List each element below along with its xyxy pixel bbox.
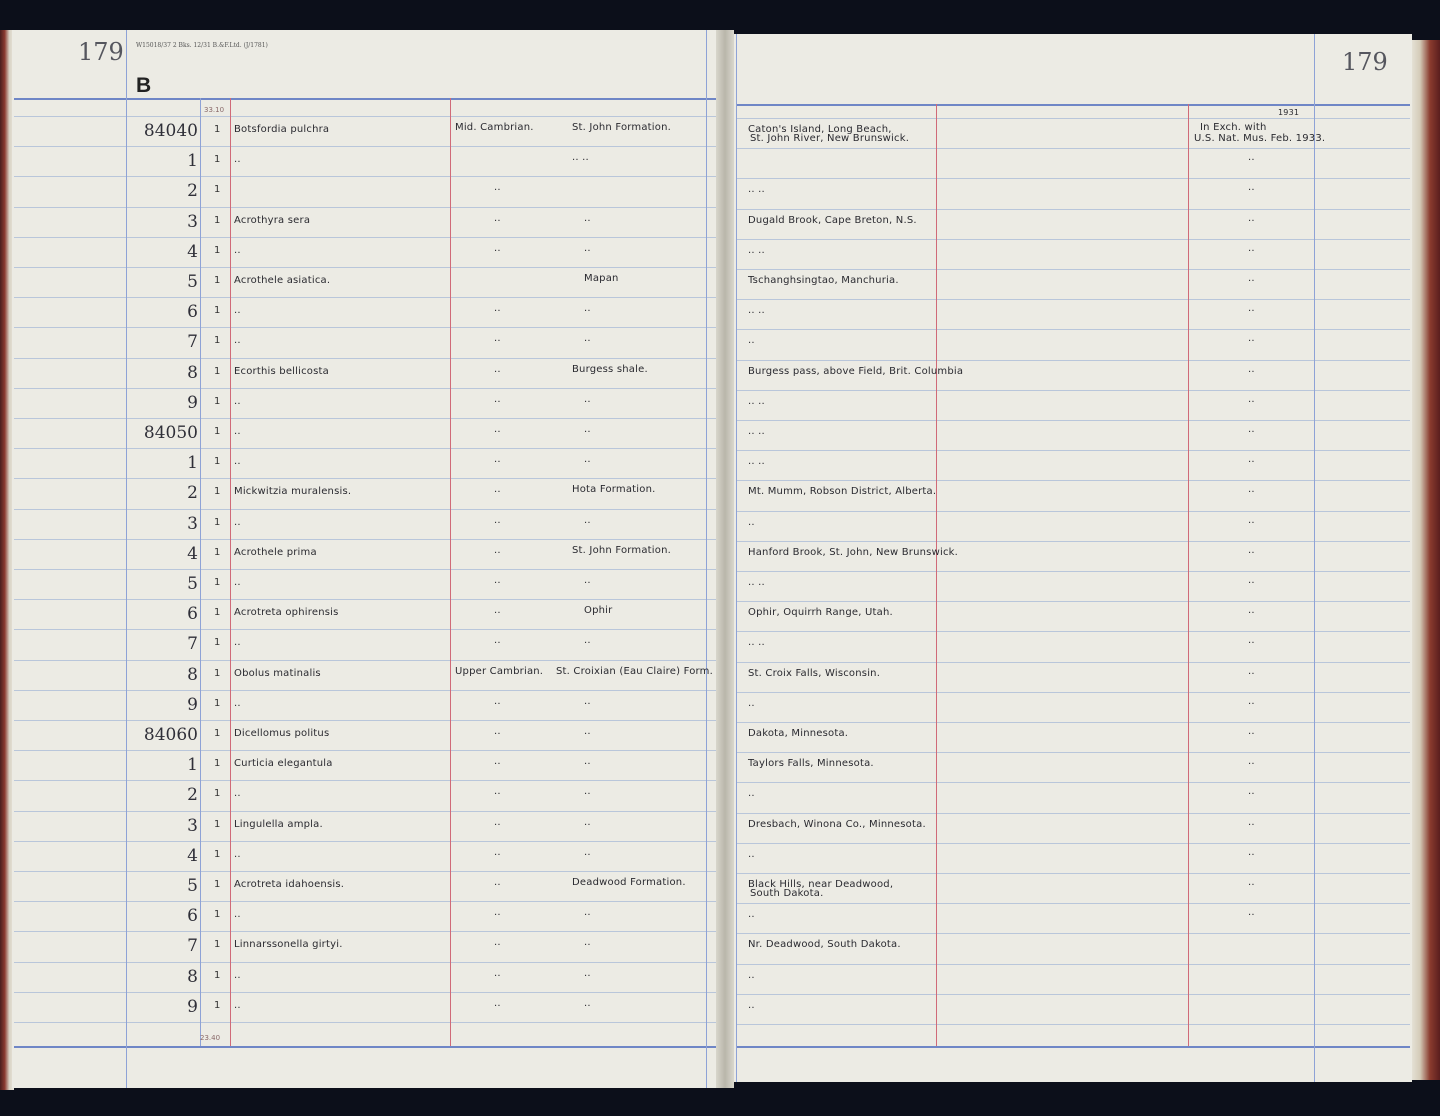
entry-quantity: 1 [214,366,221,377]
ruled-line [736,692,1410,693]
specimen-name: Lingulella ampla. [234,819,323,830]
entry-number: 1 [187,151,198,171]
specimen-name: Botsfordia pulchra [234,124,330,135]
entry-number: 5 [187,876,198,896]
locality: .. [748,788,755,799]
geologic-epoch: .. [494,575,501,586]
remarks-line-2: U.S. Nat. Mus. Feb. 1933. [1194,133,1326,144]
entry-quantity: 1 [214,275,221,286]
index-letter: B [136,74,152,97]
remarks: .. [1248,424,1255,435]
specimen-name: Acrothele asiatica. [234,275,331,286]
ruled-line [14,297,716,298]
formation: .. [584,454,591,465]
specimen-name: .. [234,154,241,165]
ruled-line [736,631,1410,632]
remarks: .. [1248,303,1255,314]
locality: Dugald Brook, Cape Breton, N.S. [748,215,917,226]
entry-quantity: 1 [214,215,221,226]
remarks: .. [1248,152,1255,163]
locality: .. .. [748,426,765,437]
formation: .. .. [572,152,589,163]
ruled-line [736,752,1410,753]
formation: .. [584,635,591,646]
entry-number: 3 [187,212,198,232]
formation: St. Croixian (Eau Claire) Form. [556,666,713,677]
ruled-line [736,299,1410,300]
formation: .. [584,213,591,224]
ruled-line [14,418,716,419]
formation: .. [584,847,591,858]
locality: .. [748,970,755,981]
ruled-line [14,448,716,449]
ruled-line [14,660,716,661]
ruled-line [736,511,1410,512]
entry-number: 5 [187,574,198,594]
specimen-name: Acrothele prima [234,547,317,558]
entry-quantity: 1 [214,154,221,165]
formation: .. [584,333,591,344]
geologic-epoch: .. [494,937,501,948]
entry-number: 3 [187,514,198,534]
column-rule [1314,34,1315,1082]
formation: .. [584,515,591,526]
entry-quantity: 1 [214,788,221,799]
formation: .. [584,303,591,314]
specimen-name: Acrotreta ophirensis [234,607,339,618]
specimen-name: .. [234,335,241,346]
specimen-name: .. [234,517,241,528]
specimen-name: .. [234,426,241,437]
column-rule [936,104,937,1046]
locality: .. .. [748,245,765,256]
locality: .. .. [748,305,765,316]
geologic-epoch: .. [494,454,501,465]
remarks: .. [1248,213,1255,224]
geologic-epoch: .. [494,182,501,193]
entry-quantity: 1 [214,184,221,195]
ruled-line [14,388,716,389]
column-rule [736,34,737,1082]
entry-quantity: 1 [214,305,221,316]
remarks: .. [1248,877,1255,888]
ruled-line [14,267,716,268]
specimen-name: .. [234,1000,241,1011]
geologic-epoch: .. [494,907,501,918]
locality: .. .. [748,456,765,467]
locality: Dresbach, Winona Co., Minnesota. [748,819,926,830]
entry-quantity: 1 [214,456,221,467]
entry-quantity: 1 [214,124,221,135]
entry-number: 6 [187,302,198,322]
ruled-line [14,841,716,842]
remarks: In Exch. with [1200,122,1267,133]
formation: .. [584,575,591,586]
geologic-epoch: .. [494,243,501,254]
geologic-epoch: .. [494,877,501,888]
geologic-epoch: .. [494,968,501,979]
page-number-left: 179 [78,38,124,66]
entry-number: 6 [187,906,198,926]
column-rule [706,30,707,1088]
ruled-line [14,629,716,630]
entry-quantity: 1 [214,728,221,739]
ruled-line [14,811,716,812]
ruled-line [14,1022,716,1023]
ruled-line [736,148,1410,149]
entry-number: 2 [187,785,198,805]
specimen-name: Linnarssonella girtyi. [234,939,343,950]
formation: .. [584,817,591,828]
ruled-line [14,509,716,510]
entry-quantity: 1 [214,1000,221,1011]
ruled-line [736,1024,1410,1025]
remarks: .. [1248,394,1255,405]
ruled-line [736,178,1410,179]
entry-number: 84040 [143,121,198,141]
remarks: .. [1248,605,1255,616]
year-note: 1931 [1278,108,1300,117]
locality: .. [748,849,755,860]
specimen-name: Obolus matinalis [234,668,321,679]
specimen-name: Acrothyra sera [234,215,311,226]
ruled-line [14,146,716,147]
ruled-line [736,239,1410,240]
ruled-line [14,1046,716,1048]
entry-number: 7 [187,332,198,352]
locality-line-2: South Dakota. [750,888,824,899]
ruled-line [736,104,1410,106]
locality: .. .. [748,184,765,195]
formation: .. [584,696,591,707]
entry-number: 8 [187,665,198,685]
geologic-epoch: .. [494,696,501,707]
specimen-name: .. [234,849,241,860]
ruled-line [14,962,716,963]
entry-quantity: 1 [214,970,221,981]
geologic-epoch: .. [494,756,501,767]
remarks: .. [1248,545,1255,556]
locality: Burgess pass, above Field, Brit. Columbia [748,366,964,377]
ruled-line [736,1046,1410,1048]
ruled-line [14,901,716,902]
formation: .. [584,937,591,948]
ruled-line [14,871,716,872]
ruled-line [736,480,1410,481]
remarks: .. [1248,575,1255,586]
formation: .. [584,243,591,254]
ruled-line [14,237,716,238]
entry-number: 84060 [143,725,198,745]
geologic-epoch: .. [494,213,501,224]
ruled-line [736,813,1410,814]
ledger-page-left [12,30,726,1088]
geologic-epoch: .. [494,394,501,405]
entry-number: 7 [187,634,198,654]
locality: Black Hills, near Deadwood, [748,879,894,890]
ruled-line [14,358,716,359]
entry-number: 9 [187,393,198,413]
locality: Mt. Mumm, Robson District, Alberta. [748,486,937,497]
entry-number: 4 [187,242,198,262]
entry-quantity: 1 [214,758,221,769]
formation: .. [584,726,591,737]
formation: St. John Formation. [572,122,672,133]
qty-total-top: 33.10 [204,106,225,114]
ruled-line [736,209,1410,210]
ruled-line [736,269,1410,270]
formation: .. [584,756,591,767]
entry-quantity: 1 [214,879,221,890]
locality: Caton's Island, Long Beach, [748,124,892,135]
entry-quantity: 1 [214,668,221,679]
specimen-name: .. [234,637,241,648]
ruled-line [736,118,1410,119]
entry-quantity: 1 [214,245,221,256]
entry-number: 9 [187,695,198,715]
remarks: .. [1248,454,1255,465]
formation: .. [584,968,591,979]
locality-line-2: St. John River, New Brunswick. [750,133,910,144]
geologic-epoch: .. [494,817,501,828]
remarks: .. [1248,696,1255,707]
geologic-epoch: .. [494,333,501,344]
entry-quantity: 1 [214,819,221,830]
locality: .. .. [748,577,765,588]
entry-number: 84050 [143,423,198,443]
remarks: .. [1248,786,1255,797]
formation: .. [584,394,591,405]
formation: .. [584,786,591,797]
entry-number: 9 [187,997,198,1017]
qty-total-bottom: 23.40 [200,1034,221,1042]
locality: .. [748,698,755,709]
ruled-line [14,116,716,117]
ruled-line [736,571,1410,572]
ruled-line [736,329,1410,330]
specimen-name: .. [234,970,241,981]
specimen-name: .. [234,396,241,407]
entry-quantity: 1 [214,577,221,588]
locality: Ophir, Oquirrh Range, Utah. [748,607,893,618]
remarks: .. [1248,635,1255,646]
specimen-name: Mickwitzia muralensis. [234,486,352,497]
remarks: .. [1248,182,1255,193]
book-gutter [716,30,734,1088]
entry-number: 3 [187,816,198,836]
locality: Tschanghsingtao, Manchuria. [748,275,899,286]
remarks: .. [1248,847,1255,858]
ruled-line [736,964,1410,965]
ledger-page-right [724,34,1412,1082]
specimen-name: .. [234,909,241,920]
geologic-epoch: .. [494,545,501,556]
formation: Deadwood Formation. [572,877,686,888]
remarks: .. [1248,515,1255,526]
entry-quantity: 1 [214,909,221,920]
ruled-line [736,873,1410,874]
formation: St. John Formation. [572,545,672,556]
column-rule [200,98,201,1046]
locality: .. .. [748,396,765,407]
ruled-line [14,931,716,932]
remarks: .. [1248,817,1255,828]
ruled-line [736,541,1410,542]
locality: .. [748,335,755,346]
geologic-epoch: .. [494,484,501,495]
ruled-line [736,994,1410,995]
entry-number: 1 [187,755,198,775]
formation: Burgess shale. [572,364,648,375]
locality: Taylors Falls, Minnesota. [748,758,874,769]
ruled-line [736,420,1410,421]
column-rule [450,98,451,1046]
entry-quantity: 1 [214,426,221,437]
printer-note: W15018/37 2 Bks. 12/31 B.&F.Ltd. (J/1781) [136,42,268,49]
ruled-line [736,601,1410,602]
ruled-line [14,690,716,691]
ruled-line [14,176,716,177]
ruled-line [14,539,716,540]
ruled-line [736,722,1410,723]
specimen-name: .. [234,698,241,709]
entry-quantity: 1 [214,517,221,528]
locality: .. [748,517,755,528]
page-number-right: 179 [1342,48,1388,76]
locality: Dakota, Minnesota. [748,728,849,739]
entry-number: 6 [187,604,198,624]
entry-number: 1 [187,453,198,473]
ruled-line [14,750,716,751]
entry-number: 2 [187,483,198,503]
remarks: .. [1248,243,1255,254]
geologic-epoch: Mid. Cambrian. [455,122,534,133]
ruled-line [736,390,1410,391]
geologic-epoch: .. [494,605,501,616]
specimen-name: .. [234,788,241,799]
locality: Hanford Brook, St. John, New Brunswick. [748,547,959,558]
ruled-line [736,933,1410,934]
entry-quantity: 1 [214,637,221,648]
remarks: .. [1248,907,1255,918]
formation: .. [584,907,591,918]
remarks: .. [1248,333,1255,344]
specimen-name: Ecorthis bellicosta [234,366,329,377]
entry-quantity: 1 [214,335,221,346]
remarks: .. [1248,726,1255,737]
geologic-epoch: Upper Cambrian. [455,666,544,677]
remarks: .. [1248,756,1255,767]
formation: Hota Formation. [572,484,656,495]
entry-number: 2 [187,181,198,201]
geologic-epoch: .. [494,364,501,375]
entry-quantity: 1 [214,396,221,407]
geologic-epoch: .. [494,303,501,314]
ruled-line [14,599,716,600]
geologic-epoch: .. [494,726,501,737]
geologic-epoch: .. [494,424,501,435]
ruled-line [14,992,716,993]
geologic-epoch: .. [494,786,501,797]
specimen-name: .. [234,305,241,316]
locality: .. [748,909,755,920]
remarks: .. [1248,666,1255,677]
specimen-name: .. [234,456,241,467]
ruled-line [736,843,1410,844]
entry-number: 8 [187,363,198,383]
specimen-name: .. [234,245,241,256]
entry-number: 7 [187,936,198,956]
locality: St. Croix Falls, Wisconsin. [748,668,881,679]
entry-quantity: 1 [214,607,221,618]
ruled-line [14,780,716,781]
remarks: .. [1248,273,1255,284]
formation: Mapan [584,273,619,284]
entry-quantity: 1 [214,547,221,558]
ruled-line [736,662,1410,663]
ruled-line [14,98,716,100]
locality: Nr. Deadwood, South Dakota. [748,939,901,950]
ruled-line [14,478,716,479]
geologic-epoch: .. [494,635,501,646]
geologic-epoch: .. [494,998,501,1009]
entry-number: 5 [187,272,198,292]
entry-quantity: 1 [214,849,221,860]
ruled-line [736,450,1410,451]
ruled-line [736,782,1410,783]
locality: .. [748,1000,755,1011]
remarks: .. [1248,484,1255,495]
entry-number: 8 [187,967,198,987]
column-rule [1188,104,1189,1046]
ruled-line [14,720,716,721]
ruled-line [14,327,716,328]
formation: .. [584,998,591,1009]
ruled-line [14,207,716,208]
formation: .. [584,424,591,435]
specimen-name: Dicellomus politus [234,728,330,739]
entry-number: 4 [187,846,198,866]
ruled-line [14,569,716,570]
entry-quantity: 1 [214,486,221,497]
ruled-line [736,903,1410,904]
remarks: .. [1248,364,1255,375]
column-rule [126,30,127,1088]
ruled-line [736,360,1410,361]
entry-quantity: 1 [214,698,221,709]
geologic-epoch: .. [494,847,501,858]
specimen-name: .. [234,577,241,588]
column-rule [230,98,231,1046]
specimen-name: Curticia elegantula [234,758,333,769]
entry-quantity: 1 [214,939,221,950]
locality: .. .. [748,637,765,648]
formation: Ophir [584,605,613,616]
geologic-epoch: .. [494,515,501,526]
entry-number: 4 [187,544,198,564]
specimen-name: Acrotreta idahoensis. [234,879,345,890]
book-edge-right [1410,40,1440,1080]
